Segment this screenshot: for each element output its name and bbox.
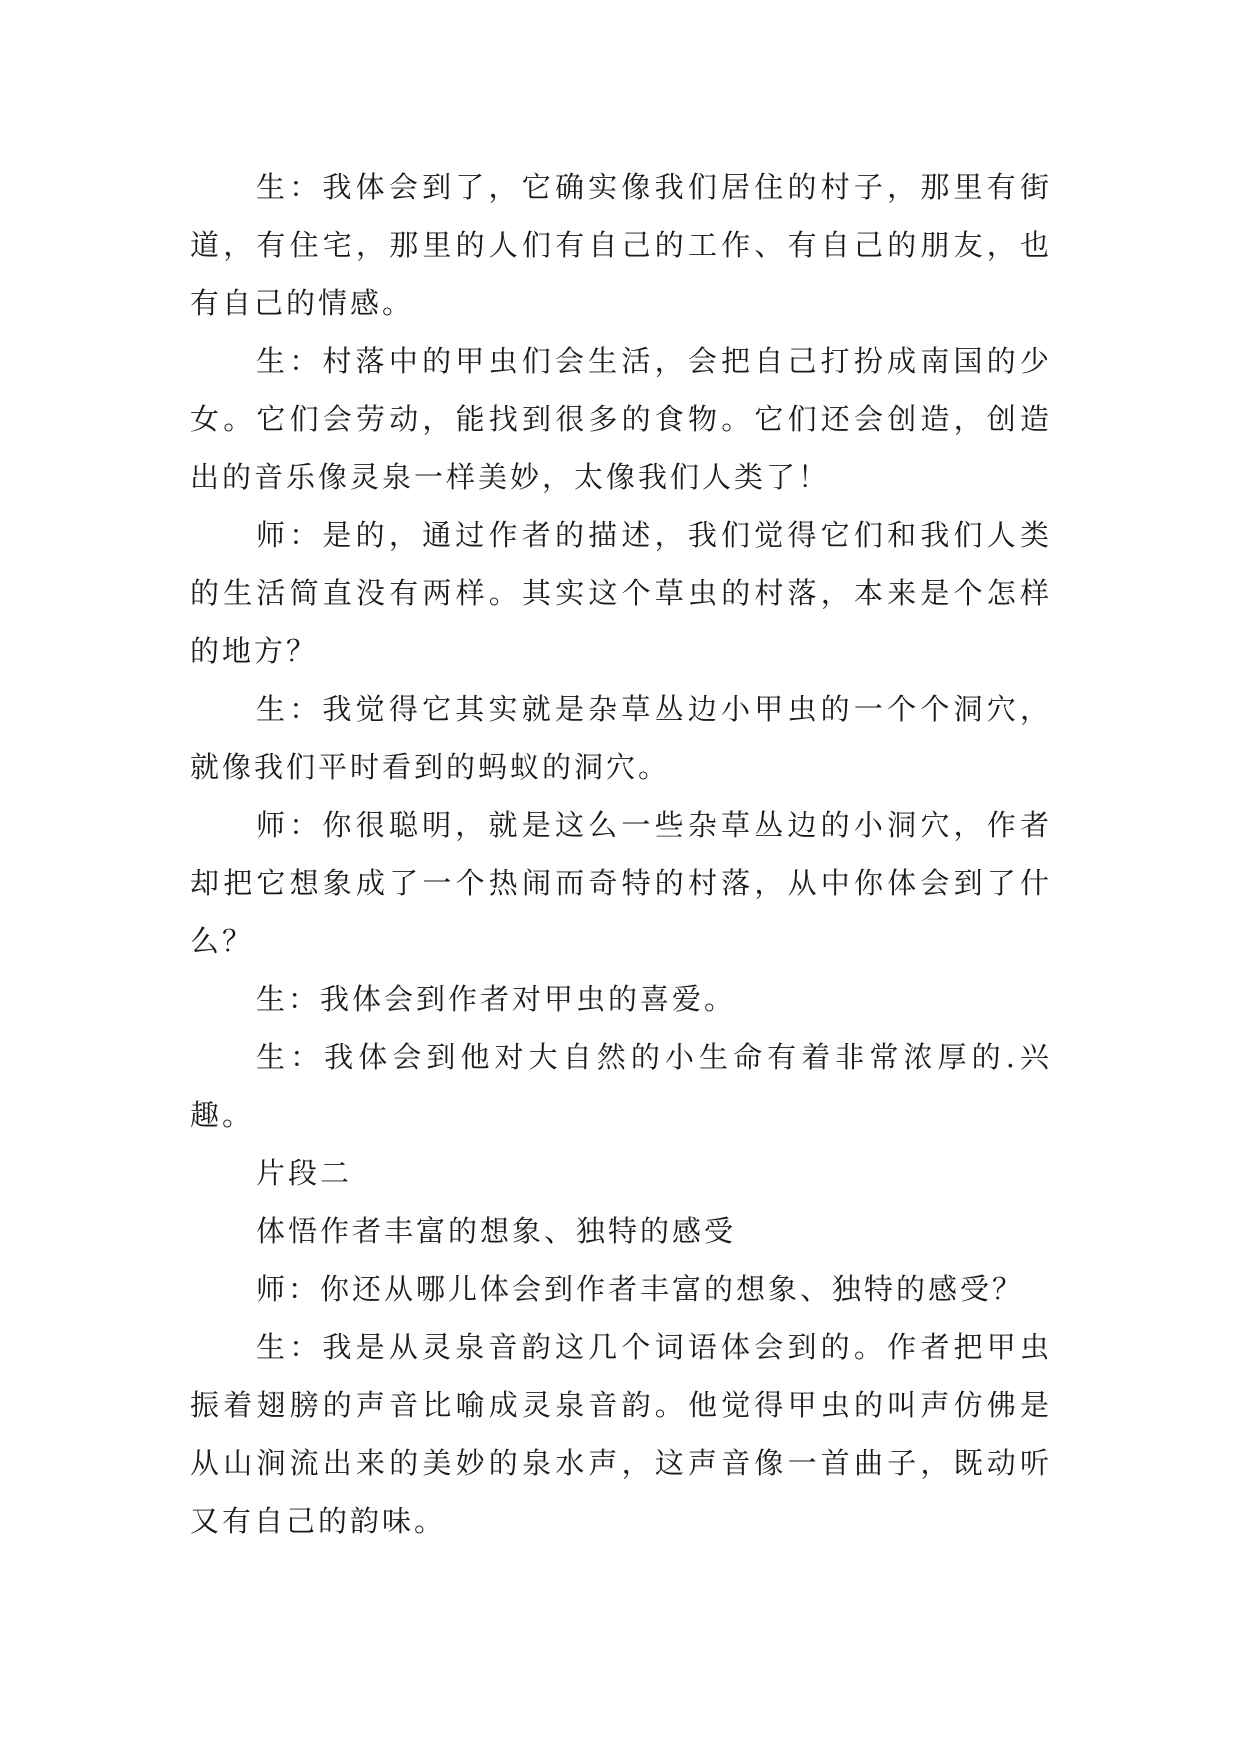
document-body bbox=[190, 158, 1052, 1550]
paragraph-1: 生：我体会到了，它确实像我们居住的村子，那里有街道，有住宅，那里的人们有自己的工作、有自己的朋友，也有自己的情感。 bbox=[190, 170, 1052, 320]
paragraph-9: 生：我是从灵泉音韵这几个词语体会到的。作者把甲虫振着翅膀的声音比喻成灵泉音韵。他觉得甲虫的叫声仿佛是从山涧流出来的美妙的泉水声，这声音像一首曲子，既动听又有自己的韵味。 bbox=[190, 1330, 1052, 1538]
paragraph-3: 师：是的，通过作者的描述，我们觉得它们和我们人类的生活简直没有两样。其实这个草虫的村落，本来是个怎样的地方？ bbox=[190, 518, 1052, 668]
paragraph-7: 生：我体会到他对大自然的小生命有着非常浓厚的.兴趣。 bbox=[190, 1040, 1052, 1132]
paragraph-2: 生：村落中的甲虫们会生活，会把自己打扮成南国的少女。它们会劳动，能找到很多的食物。它们还会创造，创造出的音乐像灵泉一样美妙，太像我们人类了！ bbox=[190, 344, 1052, 494]
section-subheading: 体悟作者丰富的想象、独特的感受 bbox=[256, 1214, 737, 1248]
paragraph-6: 生：我体会到作者对甲虫的喜爱。 bbox=[256, 982, 737, 1016]
paragraph-4: 生：我觉得它其实就是杂草丛边小甲虫的一个个洞穴，就像我们平时看到的蚂蚁的洞穴。 bbox=[190, 692, 1052, 784]
paragraph-5: 师：你很聪明，就是这么一些杂草丛边的小洞穴，作者却把它想象成了一个热闹而奇特的村落，从中你体会到了什么？ bbox=[190, 808, 1052, 958]
paragraph-8: 师：你还从哪儿体会到作者丰富的想象、独特的感受？ bbox=[256, 1272, 1025, 1306]
section-heading: 片段二 bbox=[256, 1156, 353, 1190]
